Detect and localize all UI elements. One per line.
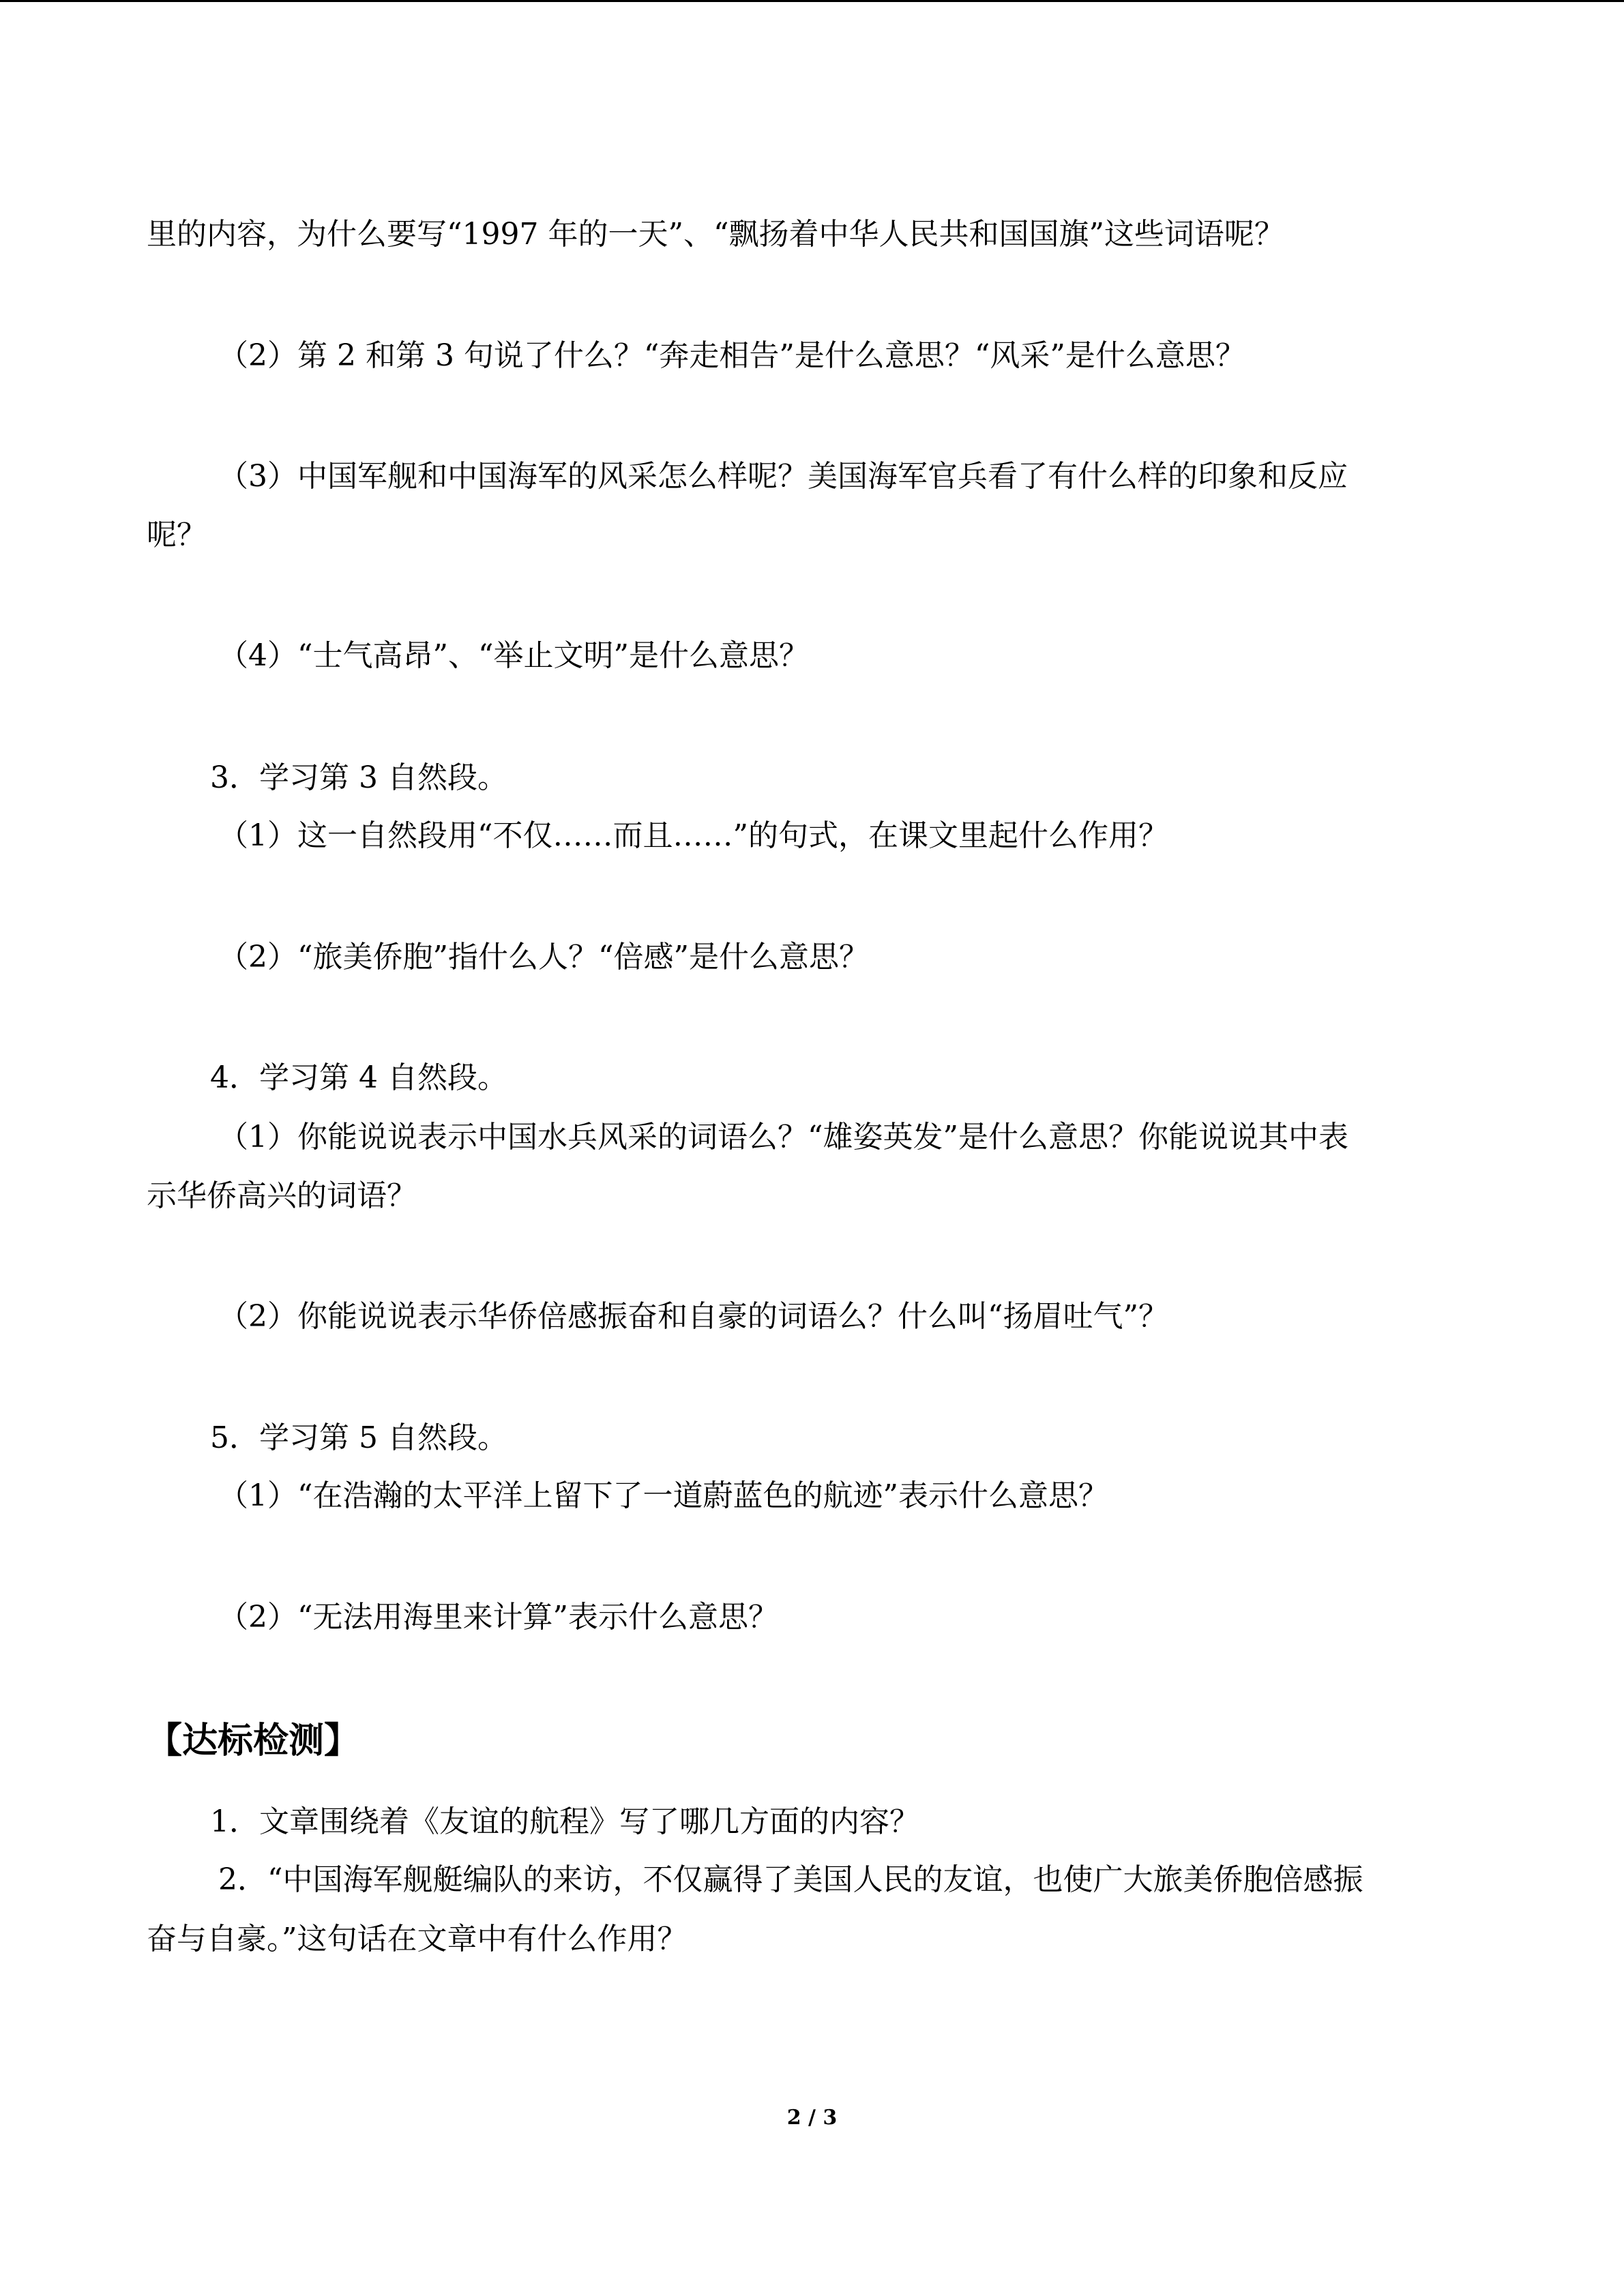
- text-line: 4．学习第 4 自然段。: [210, 1060, 507, 1095]
- text-line: 3．学习第 3 自然段。: [210, 760, 507, 795]
- check-line: 2．“中国海军舰艇编队的来访，不仅赢得了美国人民的友谊，也使广大旅美侨胞倍感振: [218, 1862, 1363, 1897]
- text-line: 呢？: [147, 518, 207, 552]
- text-line: （2）“无法用海里来计算”表示什么意思？: [218, 1600, 778, 1635]
- check-line: 1．文章围绕着《友谊的航程》写了哪几方面的内容？: [210, 1804, 919, 1839]
- text-line: 里的内容，为什么要写“1997 年的一天”、“飘扬着中华人民共和国国旗”这些词语呢？: [147, 217, 1284, 252]
- text-line: （2）你能说说表示华侨倍感振奋和自豪的词语么？什么叫“扬眉吐气”？: [218, 1299, 1168, 1334]
- text-line: （2）“旅美侨胞”指什么人？“倍感”是什么意思？: [218, 940, 869, 974]
- text-line: （3）中国军舰和中国海军的风采怎么样呢？美国海军官兵看了有什么样的印象和反应: [218, 459, 1348, 494]
- top-border: [0, 0, 1624, 2]
- text-line: 示华侨高兴的词语？: [147, 1178, 417, 1213]
- check-line: 奋与自豪。”这句话在文章中有什么作用？: [147, 1922, 688, 1956]
- section-heading: 【达标检测】: [147, 1720, 360, 1761]
- text-line: （1）你能说说表示中国水兵风采的词语么？“雄姿英发”是什么意思？你能说说其中表: [218, 1120, 1348, 1154]
- text-line: （2）第 2 和第 3 句说了什么？“奔走相告”是什么意思？“风采”是什么意思？: [218, 338, 1245, 373]
- text-line: （1）这一自然段用“不仅……而且……”的句式，在课文里起什么作用？: [218, 818, 1168, 853]
- text-line: （4）“士气高昂”、“举止文明”是什么意思？: [218, 638, 809, 673]
- page-number: 2 / 3: [786, 2106, 838, 2130]
- text-line: 5．学习第 5 自然段。: [210, 1420, 507, 1455]
- text-line: （1）“在浩瀚的太平洋上留下了一道蔚蓝色的航迹”表示什么意思？: [218, 1478, 1108, 1513]
